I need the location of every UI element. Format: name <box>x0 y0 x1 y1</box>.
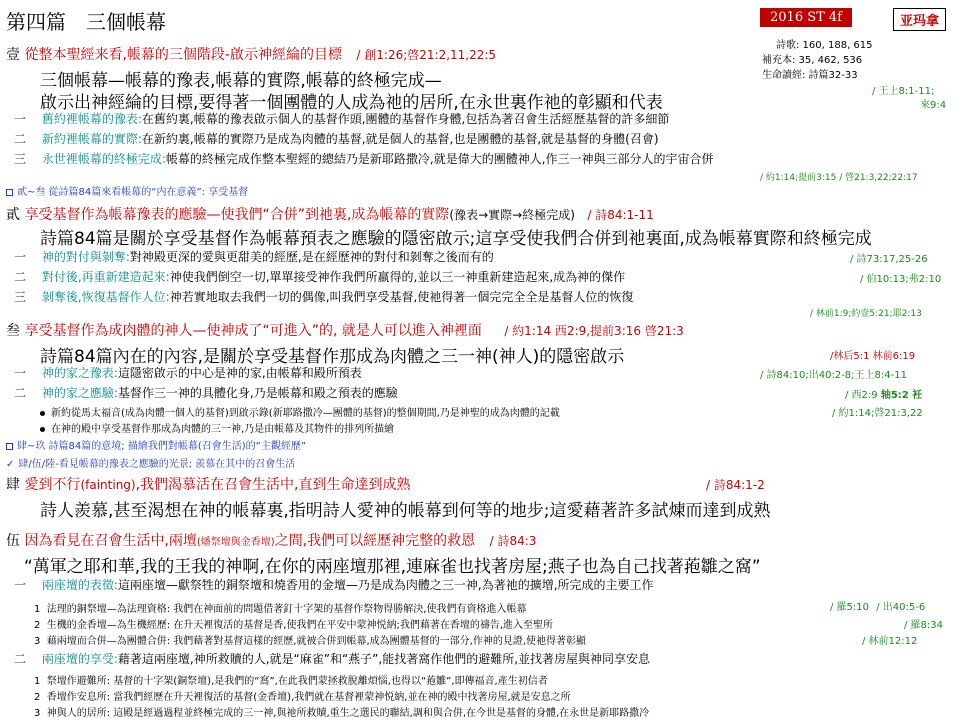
name-badge: 亚玛拿 <box>893 8 946 31</box>
section-5-sub-1: 1 法理的銅祭壇—為法理資格: 我們在神面前的問題借著釘十字架的基督作祭物得勝解決,使我們有資格進入帳幕 <box>34 604 527 615</box>
section-2-point-2-ref: / 伯10:13;弗2:10 <box>860 274 942 285</box>
section-number: 壹 <box>6 47 20 63</box>
section-1-point-1: 一 舊約裡帳幕的豫表:在舊約裏,帳幕的豫表啟示個人的基督作頭,團體的基督作身體,包括為著召會生活經歷基督的許多細節 <box>14 112 670 126</box>
section-4-heading: 肆 愛到不行(fainting),我們渴慕活在召會生活中,直到生命達到成熟 <box>6 477 411 493</box>
top-reference-2: 來9:4 <box>920 100 947 111</box>
section-1-heading <box>6 44 496 64</box>
life-study-reading: 生命讀經: 詩篇32-33 <box>762 70 858 81</box>
section-5-sub-3-ref: / 林前12:12 <box>862 636 918 647</box>
section-1-line-1: 三個帳幕—帳幕的豫表,帳幕的實際,帳幕的終極完成— <box>40 71 442 91</box>
section-1-point-2: 二 新約裡帳幕的實際:在新約裏,帳幕的實際乃是成為肉體的基督,就是個人的基督,也是團體的基督,就是基督的身體(召會) <box>14 132 659 146</box>
supplement-hymns: 補充本: 35, 462, 536 <box>762 55 863 66</box>
section-2-heading: 貳 享受基督作為帳幕豫表的應驗—使我們“合併”到祂裏,成為帳幕的實際(豫表→實際→終極完成) / 詩84:1-11 <box>6 207 654 223</box>
hymns: 詩歌: 160, 188, 615 <box>776 40 873 51</box>
square-bullet-icon <box>6 443 13 450</box>
checkmark-icon: ✓ <box>6 459 15 470</box>
section-2-point-1-ref: / 詩73:17,25-26 <box>850 254 928 265</box>
section-3-point-2-ref: / 西2:9 轴5:2 衽 <box>845 390 923 401</box>
section-5-sub-2-ref: / 羅8:34 <box>904 620 944 631</box>
section-3-bullet-1-ref: / 約1:14;啓21:3,22 <box>832 408 923 419</box>
top-reference: / 王上8:1-11; <box>872 86 935 97</box>
section-5-heading: 伍 因為看見在召會生活中,兩壇(燔祭壇與金香壇)之間,我們可以經歷神完整的救恩 / 詩84:3 <box>6 533 537 549</box>
section-5-point-1: 一 兩座壇的表徵:這兩座壇—獻祭牲的銅祭壇和燒香用的金壇—乃是成為肉體之三一神,為著祂的擴增,所完成的主要工作 <box>14 578 654 592</box>
bullet-dot-icon <box>40 427 45 432</box>
section-3-bullet-2: 在神的殿中享受基督作那成為肉體的三一神,乃是由帳幕及其物件的排列所描繪 <box>40 420 394 435</box>
section-5-sub-1-ref: / 羅5:10 / 出40:5-6 <box>830 602 926 613</box>
section-2-point-3: 三 剝奪後,恢復基督作人位:神若實地取去我們一切的偶像,叫我們享受基督,使祂得著一個完完全全是基督人位的恢復 <box>14 290 634 304</box>
section-reference: / 創1:26;啓21:2,11,22:5 <box>356 48 497 62</box>
section-5-point-2: 二 兩座壇的享受:藉著這兩座壇,神所救贖的人,就是“麻雀”和“燕子”,能找著窩作他們的避難所,並找著房屋與神同享安息 <box>14 652 651 666</box>
section-2-point-1: 一 神的對付與剝奪:對神殿更深的愛與更甜美的經歷,是在經歷神的對付和剝奪之後而有的 <box>14 250 494 264</box>
section-5-sub-4: 1 祭壇作避難所: 基督的十字架(銅祭壇),是我們的“窩”,在此我們蒙拯救脫離煩惱,也得以“菢雛”,即傳福音,產生初信者 <box>34 676 548 687</box>
section-heading-text: 從整本聖經来看,帳幕的三個階段-啟示神經綸的目標 <box>24 47 342 63</box>
section-3-line-1-ref: /林后5:1 林前6:19 <box>830 351 916 362</box>
bullet-dot-icon <box>40 411 45 416</box>
section-5-quote: “萬軍之耶和華,我的王我的神啊,在你的兩座壇那裡,連麻雀也找著房屋;燕子也為自己找著菢雛之窩” <box>24 557 761 577</box>
section-2-point-3-ref: / 林前1:9;約壹5:21;耶2:13 <box>810 309 922 319</box>
section-3-heading: 叁 享受基督作為成肉體的神人—使神成了“可進入”的, 就是人可以進入神裡面 / 約1:14 西2:9,提前3:16 啓21:3 <box>6 323 684 339</box>
section-5-sub-2: 2 生機的金香壇—為生機經歷: 在升天裡復活的基督是香,使我們在平安中蒙神悦納;我們藉著在香壇的禱告,進入至聖所 <box>34 620 554 631</box>
section-3-line-1: 詩篇84篇內在的內容,是關於享受基督作那成為肉體之三一神(神人)的隱密啟示 <box>40 347 625 367</box>
section-3-point-1: 一 神的家之豫表:這隱密啟示的中心是神的家,由帳幕和殿所預表 <box>14 366 362 380</box>
section-1-line-2: 啟示出神經綸的目標,要得著一個團體的人成為祂的居所,在永世裏作祂的彰顯和代表 <box>40 93 663 113</box>
section-2-point-2: 二 對付後,再重新建造起來:神使我們倒空一切,單單接受神作我們所羸得的,並以三一神重新建造起來,成為神的傑作 <box>14 270 626 284</box>
page-title: 第四篇 三個帳幕 <box>6 10 166 34</box>
note-3: ✓ 肆/伍/陸-看見帳幕的豫表之應驗的光景; 羨慕在其中的召會生活 <box>6 459 296 470</box>
section-4-line-1: 詩人羨慕,甚至渴想在神的帳幕裏,指明詩人愛神的帳幕到何等的地步;這愛藉著許多試煉而達到成熟 <box>40 501 771 521</box>
section-3-point-1-ref: / 詩84:10;出40:2-8;王上8:4-11 <box>760 370 907 381</box>
conference-badge: 2016 ST 4f <box>760 8 852 27</box>
section-5-sub-3: 3 藉兩壇而合併—為團體合併: 我們藉著對基督這樣的經歷,就被合併到帳幕,成為團體基督的一部分,作神的見證,使祂得著彰顯 <box>34 636 586 647</box>
note-1: 貳~叁 從詩篇84篇來看帳幕的“内在意義”: 享受基督 <box>6 183 248 198</box>
section-3-point-2: 二 神的家之應驗:基督作三一神的具體化身,乃是帳幕和殿之預表的應驗 <box>14 386 398 400</box>
square-bullet-icon <box>6 189 13 196</box>
section-4-reference: / 詩84:1-2 <box>706 478 765 492</box>
section-5-sub-5: 2 香壇作安息所: 當我們經歷在升天裡復活的基督(金香壇),我們就在基督裡蒙神悦納,並在神的殿中找著房屋,就是安息之所 <box>34 692 571 703</box>
section-2-line-1: 詩篇84篇是關於享受基督作為帳幕預表之應驗的隱密啟示;這享受使我們合併到祂裏面,成為帳幕實際和終極完成 <box>40 229 872 249</box>
section-1-point-3: 三 永世裡帳幕的終極完成:帳幕的終極完成作整本聖經的總結乃是新耶路撒冷,就是偉大的團體神人,作三一神與三部分人的宇宙合併 <box>14 152 714 166</box>
section-5-sub-6: 3 神與人的居所: 這殿是經過過程並終極完成的三一神,與祂所救贖,重生之選民的聯結,調和與合併,在今世是基督的身體,在永世是新耶路撒冷 <box>34 708 650 719</box>
note-2: 肆~玖 詩篇84篇的意境; 描繪我們對帳幕(召會生活)的“主觀經歷” <box>6 437 306 452</box>
section-1-references: / 約1:14;提前3:15 / 啓21:3,22;22:17 <box>760 173 918 183</box>
section-3-bullet-1: 新約從馬太福音(成為肉體一個人的基督)到啟示錄(新耶路撒冷—團體的基督)的整個期間,乃是神聖的成為肉體的記載 <box>40 404 560 419</box>
